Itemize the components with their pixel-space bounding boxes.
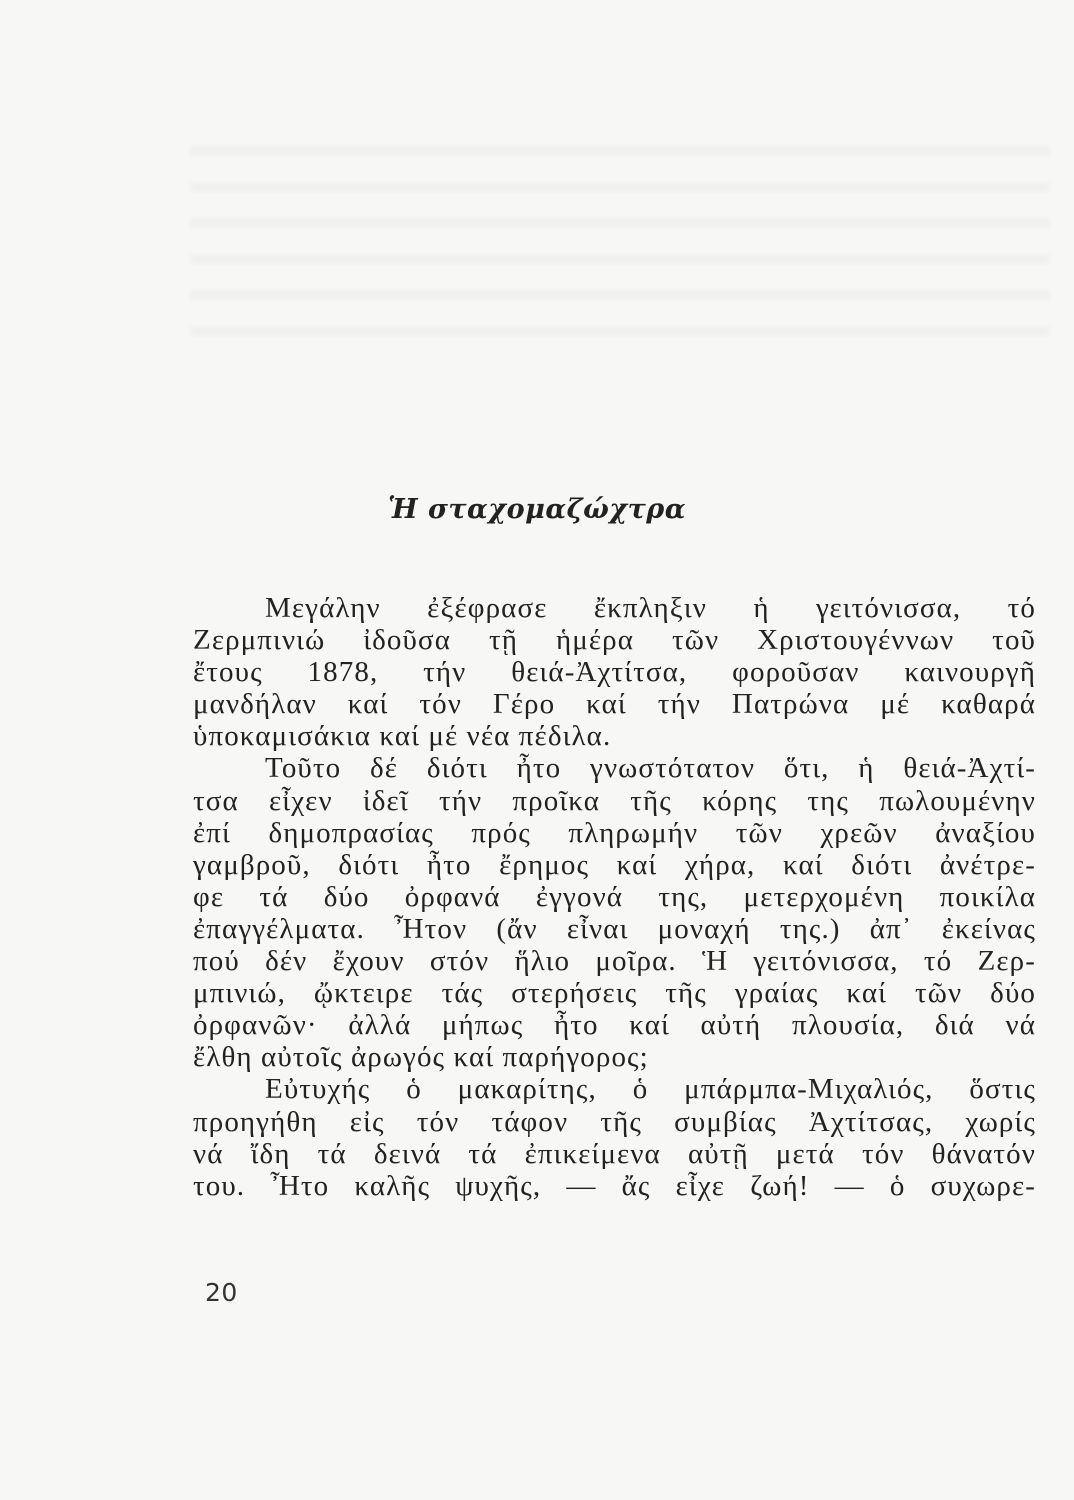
text-line: φε τά δύο ὀρφανά ἐγγονά της, μετερχομένη ποικίλα bbox=[193, 880, 1036, 913]
text-line: ἐπί δημοπρασίας πρός πληρωμήν τῶν χρεῶν ἀναξίου bbox=[193, 816, 1036, 849]
text-line: Μεγάλην ἐξέφρασε ἔκπληξιν ἡ γειτόνισσα, τό bbox=[265, 592, 1036, 624]
paragraph-3 bbox=[193, 1073, 1036, 1201]
text-line: Εὐτυχής ὁ μακαρίτης, ὁ μπάρμπα-Μιχαλιός, ὅστις bbox=[265, 1073, 1036, 1106]
text-line: τσα εἶχεν ἰδεῖ τήν προῖκα τῆς κόρης της πωλουμένην bbox=[193, 784, 1036, 817]
text-line: νά ἴδη τά δεινά τά ἐπικείμενα αὐτῇ μετά τόν θάνατόν bbox=[193, 1137, 1036, 1170]
chapter-title: Ἡ σταχομαζώχτρα bbox=[388, 494, 686, 525]
page-number: 20 bbox=[205, 1278, 238, 1307]
show-through-shadow bbox=[190, 120, 1050, 350]
text-line: του. Ἦτο καλῆς ψυχῆς, — ἄς εἶχε ζωή! — ὁ συχωρε- bbox=[193, 1169, 1036, 1202]
body-text bbox=[193, 592, 1036, 1202]
text-line: ἐπαγγέλματα. Ἦτον (ἄν εἶναι μοναχή της.) ἀπ᾽ ἐκείνας bbox=[193, 912, 1036, 945]
text-line: προηγήθη εἰς τόν τάφον τῆς συμβίας Ἀχτίτσας, χωρίς bbox=[193, 1105, 1036, 1138]
text-line: ὑποκαμισάκια καί μέ νέα πέδιλα. bbox=[193, 720, 612, 753]
text-line: ἔλθη αὐτοῖς ἀρωγός καί παρήγορος; bbox=[193, 1041, 649, 1074]
text-line: Ζερμπινιώ ἰδοῦσα τῇ ἡμέρα τῶν Χριστουγέννων τοῦ bbox=[193, 624, 1036, 657]
text-line: μανδήλαν καί τόν Γέρο καί τήν Πατρώνα μέ καθαρά bbox=[193, 688, 1036, 721]
paragraph-1 bbox=[193, 592, 1036, 752]
text-line: πού δέν ἔχουν στόν ἥλιο μοῖρα. Ἡ γειτόνισσα, τό Ζερ- bbox=[193, 945, 1036, 978]
text-line: ὀρφανῶν· ἀλλά μήπως ἦτο καί αὐτή πλουσία, διά νά bbox=[193, 1009, 1036, 1042]
paragraph-2 bbox=[193, 752, 1036, 1073]
text-line: γαμβροῦ, διότι ἦτο ἔρημος καί χήρα, καί διότι ἀνέτρε- bbox=[193, 848, 1036, 881]
text-line: Τοῦτο δέ διότι ἦτο γνωστότατον ὅτι, ἡ θειά-Ἀχτί- bbox=[265, 752, 1036, 785]
text-line: μπινιώ, ᾤκτειρε τάς στερήσεις τῆς γραίας καί τῶν δύο bbox=[193, 977, 1036, 1010]
text-line: ἔτους 1878, τήν θειά-Ἀχτίτσα, φοροῦσαν καινουργῆ bbox=[193, 656, 1036, 689]
